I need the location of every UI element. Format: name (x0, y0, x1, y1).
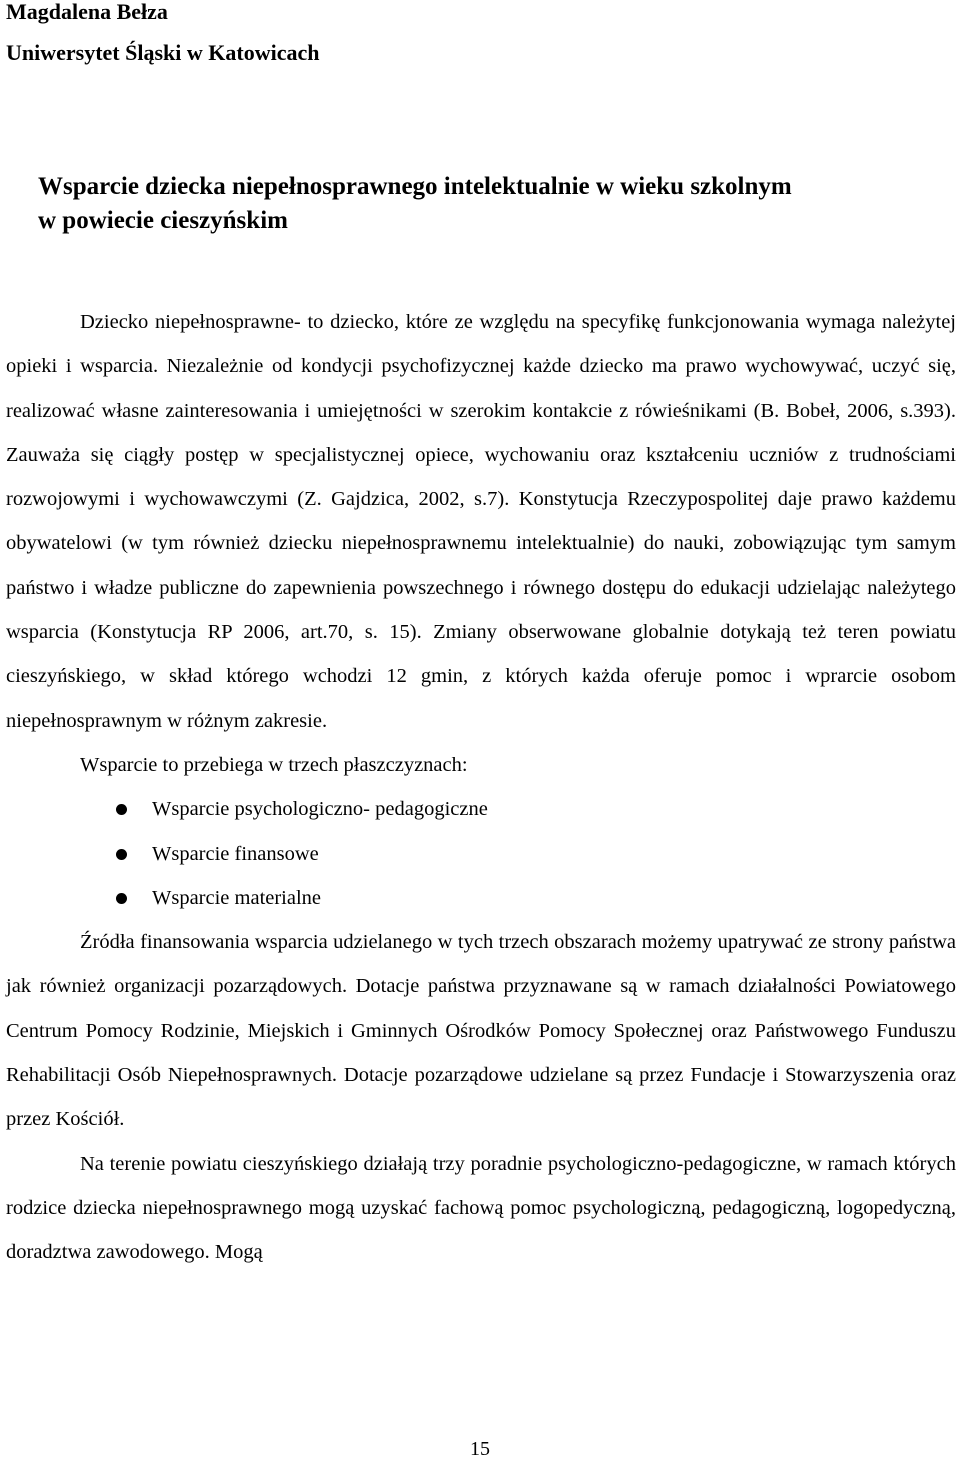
paragraph-intro: Dziecko niepełnosprawne- to dziecko, które ze względu na specyfikę funkcjonowania wymaga należytej opieki i wsparcia. Niezależnie od kondycji psychofizycznej każde dziecko ma prawo wychowywać, uczyć się, realizować własne zainteresowania i umiejętności w szerokim kontakcie z rówieśnikami (B. Bobeł, 2006, s.393). Zauważa się ciągły postęp w specjalistycznej opiece, wychowaniu oraz kształceniu uczniów z trudnościami rozwojowymi i wychowawczymi (Z. Gajdzica, 2002, s.7). Konstytucja Rzeczypospolitej daje prawo każdemu obywatelowi (w tym również dziecku niepełnosprawnemu intelektualnie) do nauki, zobowiązując tym samym państwo i władze publiczne do zapewnienia powszechnego i równego dostępu do edukacji udzielając należytego wsparcia (Konstytucja RP 2006, art.70, s. 15). Zmiany obserwowane globalnie dotykają też teren powiatu cieszyńskiego, w skład którego wchodzi 12 gmin, z których każda oferuje pomoc i wprarcie osobom niepełnosprawnym w różnym zakresie. (6, 311, 956, 732)
list-item (6, 876, 956, 920)
list-item-label: Wsparcie materialne (152, 886, 322, 909)
document-body (6, 300, 956, 1275)
paragraph-counseling-centers: Na terenie powiatu cieszyńskiego działają trzy poradnie psychologiczno-pedagogiczne, w ramach których rodzice dziecka niepełnosprawnego mogą uzyskać fachową pomoc psychologiczną, pedagogiczną, logopedyczną, doradztwa zawodowego. Mogą (6, 1152, 956, 1264)
list-item (6, 787, 956, 831)
list-item-label: Wsparcie psychologiczno- pedagogiczne (152, 798, 488, 821)
author-name: Magdalena Bełza (6, 0, 168, 24)
paragraph-funding-sources: Źródła finansowania wsparcia udzielanego w tych trzech obszarach możemy upatrywać ze strony państwa jak również organizacji pozarządowych. Dotacje państwa przyznawane są w ramach działalności Powiatowego Centrum Pomocy Rodzinie, Miejskich i Gminnych Ośrodków Pomocy Społecznej oraz Państwowego Funduszu Rehabilitacji Osób Niepełnosprawnych. Dotacje pozarządowe udzielane są przez Fundacje i Stowarzyszenia oraz przez Kościół. (6, 931, 956, 1131)
page-number: 15 (470, 1438, 490, 1460)
paragraph-support-planes: Wsparcie to przebiega w trzech płaszczyznach: (80, 753, 468, 776)
list-item-label: Wsparcie finansowe (152, 842, 319, 865)
author-affiliation: Uniwersytet Śląski w Katowicach (6, 40, 320, 65)
bullet-icon (116, 893, 127, 904)
document-title-line-2: w powiecie cieszyńskim (38, 207, 288, 234)
bullet-icon (116, 804, 127, 815)
support-types-list (6, 787, 956, 920)
list-item (6, 832, 956, 876)
bullet-icon (116, 849, 127, 860)
document-title-line-1: Wsparcie dziecka niepełnosprawnego intelektualnie w wieku szkolnym (38, 173, 792, 200)
